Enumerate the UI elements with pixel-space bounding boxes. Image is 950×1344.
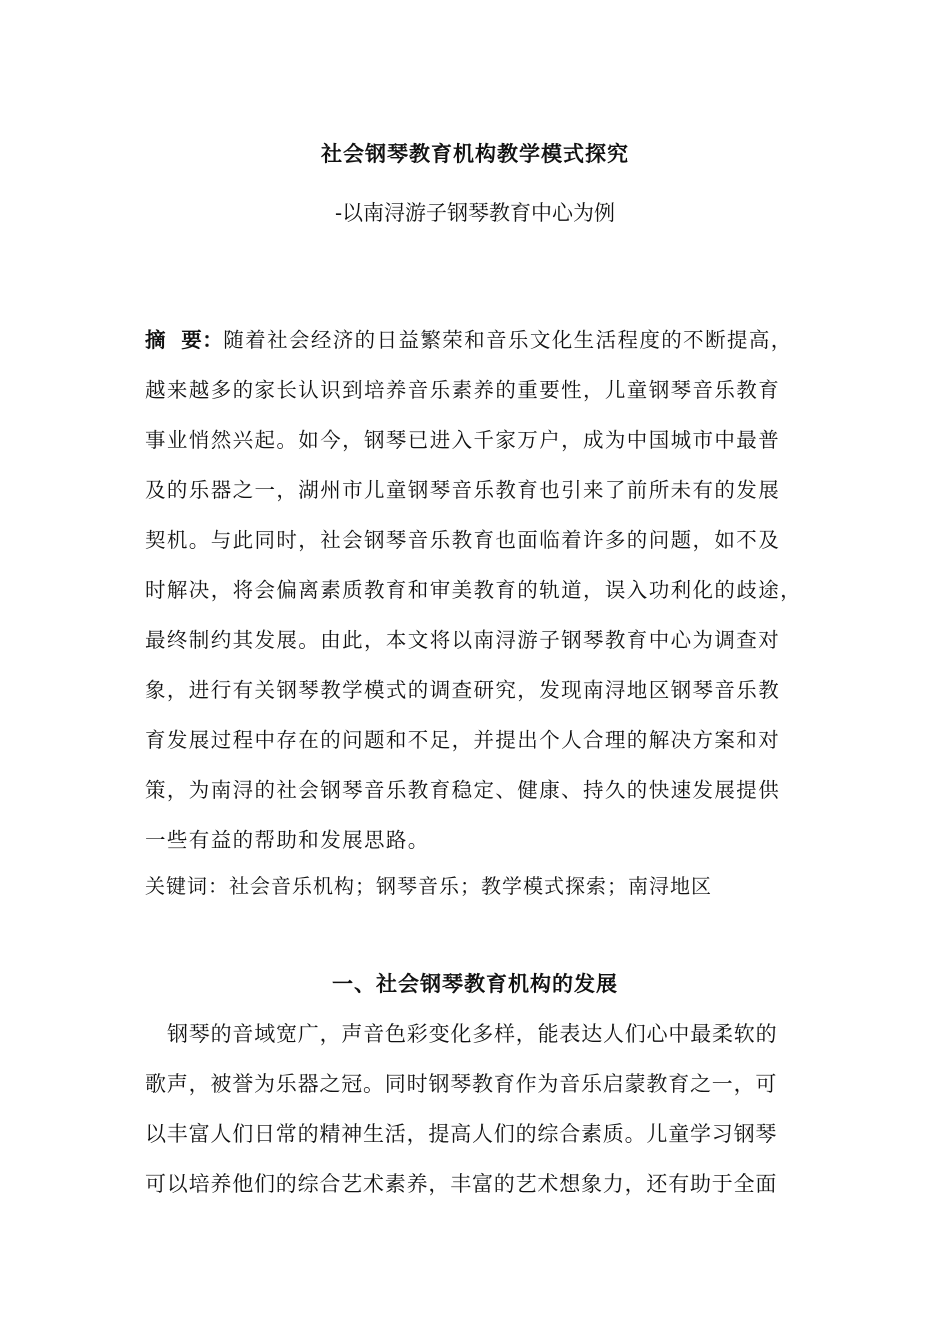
keywords-line — [145, 868, 805, 904]
body-line: 以丰富人们日常的精神生活，提高人们的综合素质。儿童学习钢琴 — [145, 1122, 778, 1146]
keywords-text: 社会音乐机构；钢琴音乐；教学模式探索；南浔地区 — [229, 874, 712, 898]
abstract-line — [145, 322, 805, 372]
abstract-block — [145, 322, 805, 872]
abstract-line: 策，为南浔的社会钢琴音乐教育稳定、健康、持久的快速发展提供 — [145, 778, 781, 802]
abstract-line: 最终制约其发展。由此，本文将以南浔游子钢琴教育中心为调查对 — [145, 628, 781, 652]
abstract-line: 越来越多的家长认识到培养音乐素养的重要性，儿童钢琴音乐教育 — [145, 378, 781, 402]
document-title: 社会钢琴教育机构教学模式探究 — [321, 142, 629, 166]
abstract-line: 象，进行有关钢琴教学模式的调查研究，发现南浔地区钢琴音乐教 — [145, 678, 781, 702]
body-line — [145, 1016, 805, 1066]
abstract-line: 时解决，将会偏离素质教育和审美教育的轨道，误入功利化的歧途， — [145, 578, 802, 602]
abstract-line: 育发展过程中存在的问题和不足，并提出个人合理的解决方案和对 — [145, 728, 781, 752]
body-line: 歌声，被誉为乐器之冠。同时钢琴教育作为音乐启蒙教育之一，可 — [145, 1072, 778, 1096]
abstract-line: 事业悄然兴起。如今，钢琴已进入千家万户，成为中国城市中最普 — [145, 428, 781, 452]
abstract-line: 契机。与此同时，社会钢琴音乐教育也面临着许多的问题，如不及 — [145, 528, 781, 552]
section-heading: 一、社会钢琴教育机构的发展 — [332, 972, 618, 996]
body-line-text: 钢琴的音域宽广，声音色彩变化多样，能表达人们心中最柔软的 — [167, 1022, 778, 1046]
section-body — [145, 1016, 805, 1216]
document-subtitle: -以南浔游子钢琴教育中心为例 — [334, 201, 616, 225]
keywords-label: 关键词： — [145, 874, 229, 898]
abstract-line-text: 随着社会经济的日益繁荣和音乐文化生活程度的不断提高， — [223, 328, 793, 352]
abstract-line: 一些有益的帮助和发展思路。 — [145, 828, 430, 852]
abstract-label: 摘 要： — [145, 328, 224, 352]
abstract-line: 及的乐器之一，湖州市儿童钢琴音乐教育也引来了前所未有的发展 — [145, 478, 781, 502]
body-line: 可以培养他们的综合艺术素养，丰富的艺术想象力，还有助于全面 — [145, 1172, 778, 1196]
